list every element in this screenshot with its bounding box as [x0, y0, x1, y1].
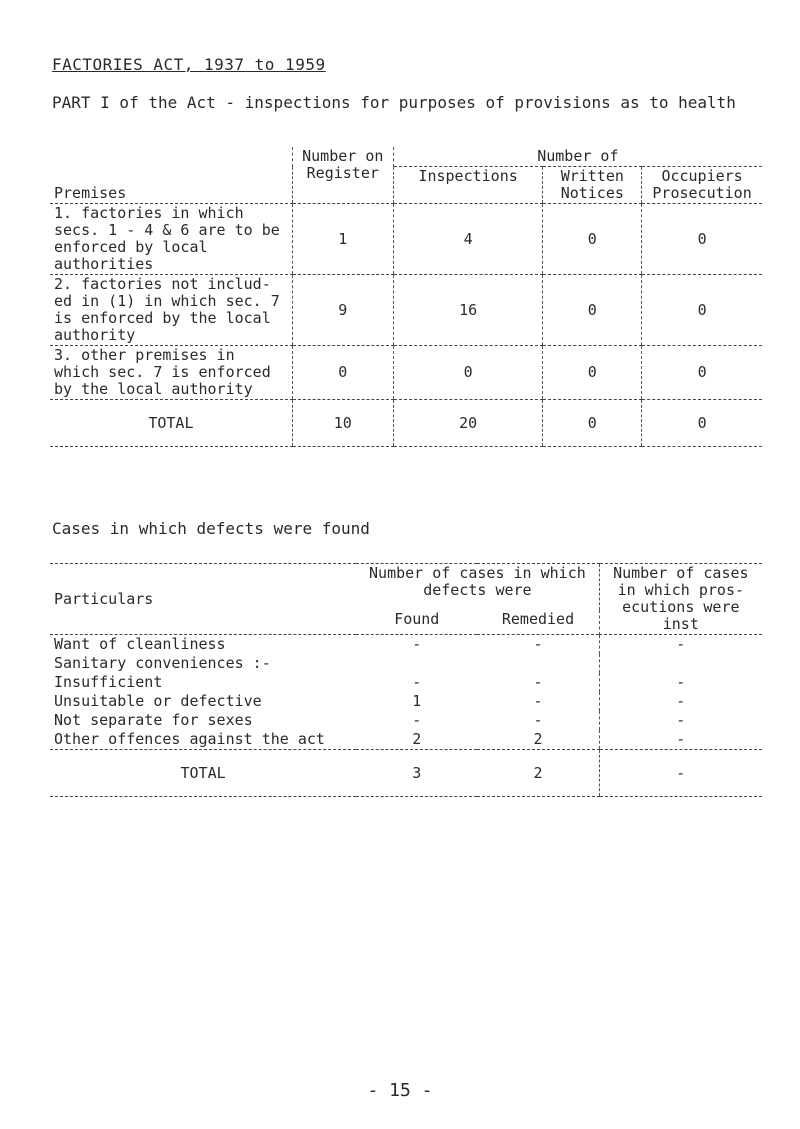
inspections-value: 16: [393, 275, 543, 346]
table-row: [50, 204, 762, 275]
notices-value: 0: [543, 346, 642, 400]
defects-table: [50, 563, 762, 797]
total-register: 10: [292, 400, 393, 447]
pros-value: -: [599, 692, 762, 711]
found-value: -: [412, 711, 422, 729]
row-label: Sanitary conveniences :-: [54, 654, 271, 672]
remedied-value: 2: [477, 730, 599, 750]
table-row: [50, 711, 762, 730]
total-found: 3: [356, 750, 477, 797]
prosecution-value: 0: [642, 346, 762, 400]
inspections-value: 4: [393, 204, 543, 275]
remedied-value: -: [533, 635, 543, 653]
remedied-value: -: [533, 692, 543, 710]
table-row: [50, 692, 762, 711]
header-written-notices: Written Notices: [543, 167, 642, 204]
header-number-cases: Number of cases in which defects were: [356, 564, 599, 610]
header-occupiers-prosecution: Occupiers Prosecution: [642, 167, 762, 204]
total-inspections: 20: [393, 400, 543, 447]
table-row: [50, 275, 762, 346]
pros-value: [599, 654, 762, 673]
inspections-table: [50, 147, 762, 447]
header-remedied: Remedied: [477, 610, 599, 635]
row-label: 3. other premises in which sec. 7 is enforced by the local authority: [50, 346, 292, 400]
row-label: Want of cleanliness: [54, 635, 226, 653]
row-label: 1. factories in which secs. 1 - 4 & 6 are to be enforced by local authorities: [50, 204, 292, 275]
remedied-value: -: [533, 711, 543, 729]
pros-value: -: [599, 673, 762, 692]
prosecution-value: 0: [642, 204, 762, 275]
total-row: [50, 400, 762, 447]
header-prosecutions: Number of cases in which pros- ecutions were inst: [599, 564, 762, 635]
inspections-value: 0: [393, 346, 543, 400]
row-label: Insufficient: [54, 673, 163, 691]
found-value: [356, 654, 477, 673]
table-row: [50, 346, 762, 400]
header-particulars: Particulars: [50, 564, 356, 635]
pros-value: -: [599, 635, 762, 655]
found-value: 2: [356, 730, 477, 750]
register-value: 9: [292, 275, 393, 346]
section-heading: PART I of the Act - inspections for purposes of provisions as to health: [52, 93, 736, 112]
table-row: [50, 673, 762, 692]
found-value: -: [412, 673, 422, 691]
register-value: 1: [292, 204, 393, 275]
total-label: TOTAL: [50, 750, 356, 797]
remedied-value: -: [533, 673, 543, 691]
total-prosecution: 0: [642, 400, 762, 447]
total-label: TOTAL: [50, 400, 292, 447]
document-title: FACTORIES ACT, 1937 to 1959: [52, 55, 326, 74]
row-label: 2. factories not includ- ed in (1) in which sec. 7 is enforced by the local authority: [50, 275, 292, 346]
row-label: Other offences against the act: [50, 730, 356, 750]
total-remedied: 2: [477, 750, 599, 797]
row-label: Not separate for sexes: [54, 711, 253, 729]
header-number-of: Number of: [393, 147, 762, 167]
page-number: - 15 -: [367, 1080, 433, 1101]
total-row: [50, 750, 762, 797]
pros-value: -: [599, 711, 762, 730]
header-premises: Premises: [50, 147, 292, 204]
row-label: Unsuitable or defective: [54, 692, 262, 710]
table-row: [50, 635, 762, 655]
header-inspections: Inspections: [393, 167, 543, 204]
found-value: 1: [412, 692, 422, 710]
notices-value: 0: [543, 275, 642, 346]
table-row: [50, 730, 762, 750]
header-number-on-register: Number on Register: [292, 147, 393, 204]
pros-value: -: [599, 730, 762, 750]
total-notices: 0: [543, 400, 642, 447]
prosecution-value: 0: [642, 275, 762, 346]
table-row: [50, 654, 762, 673]
header-found: Found: [356, 610, 477, 635]
defects-subheading: Cases in which defects were found: [52, 519, 370, 538]
notices-value: 0: [543, 204, 642, 275]
found-value: -: [412, 635, 422, 653]
remedied-value: [477, 654, 599, 673]
register-value: 0: [292, 346, 393, 400]
total-pros: -: [599, 750, 762, 797]
